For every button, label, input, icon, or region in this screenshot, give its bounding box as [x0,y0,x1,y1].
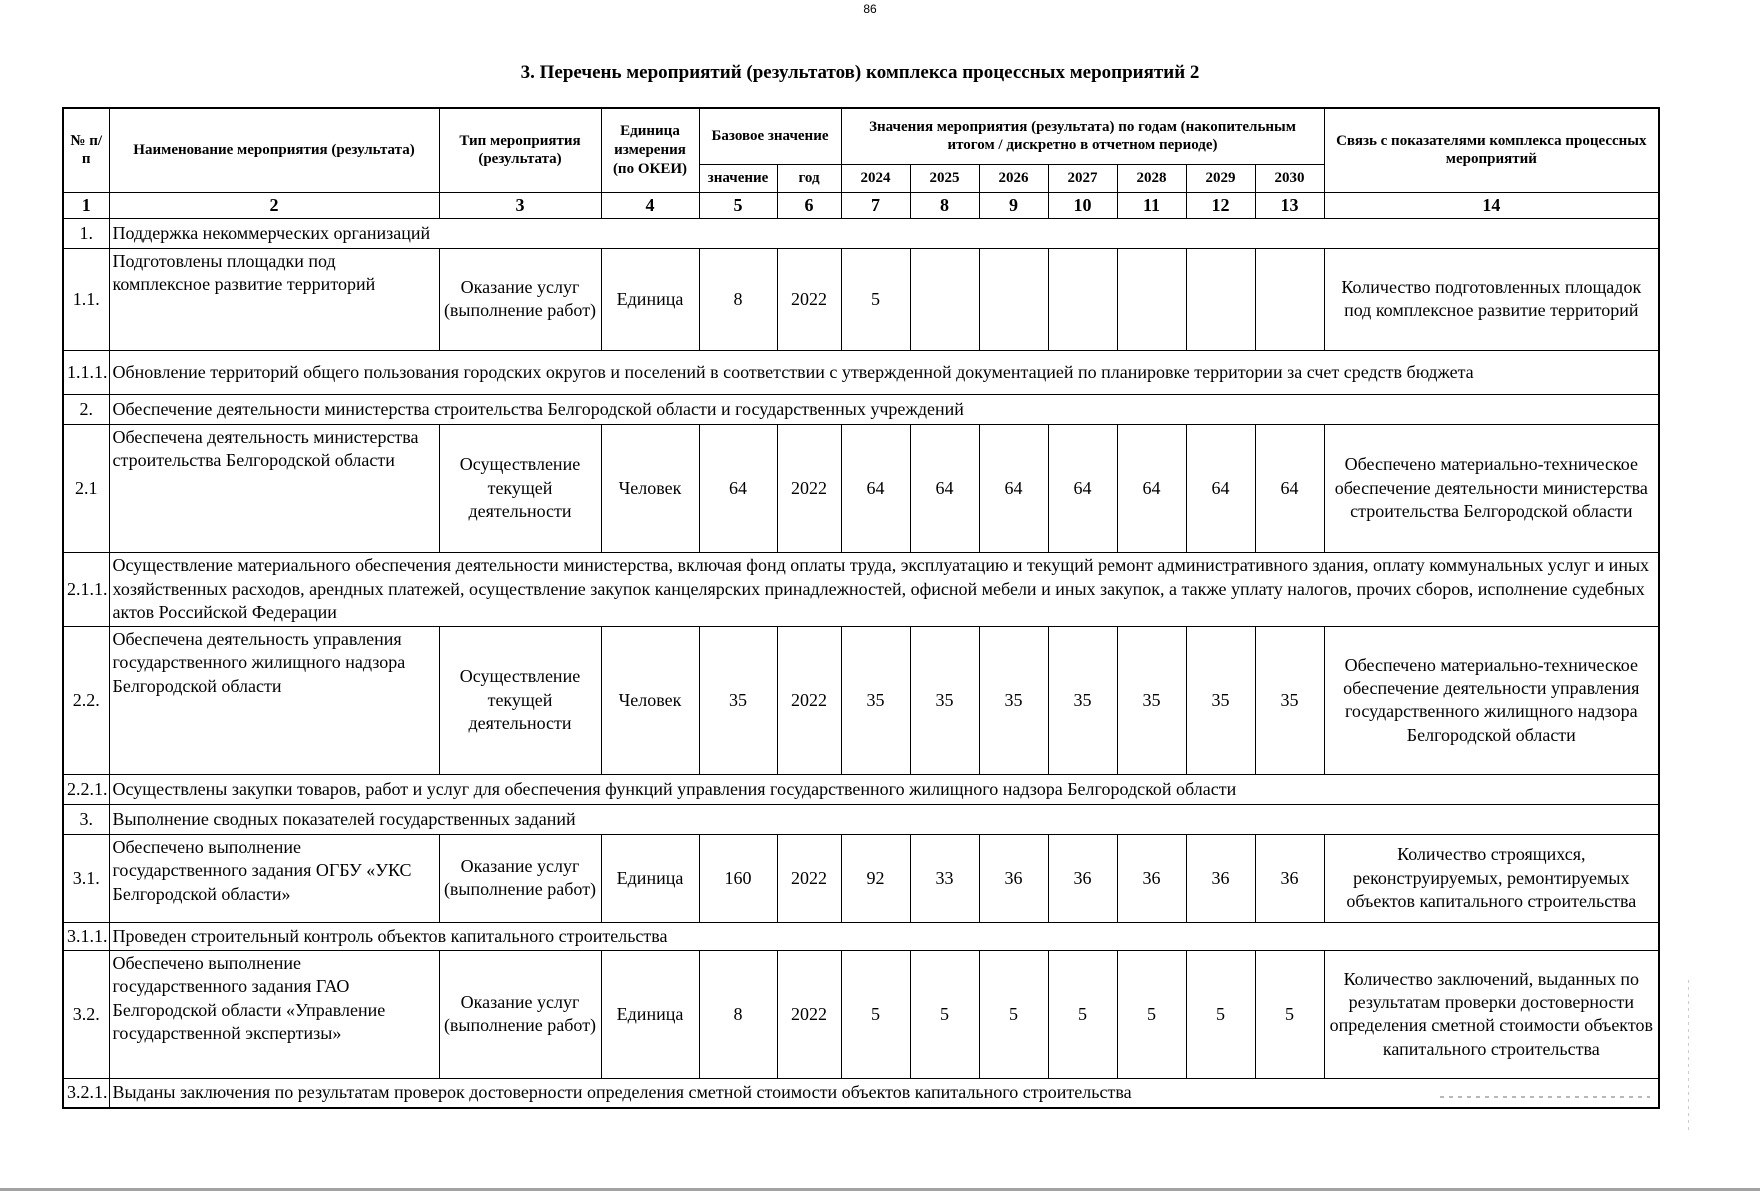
base-year: 2022 [777,424,841,552]
row-number: 3. [63,804,109,834]
scan-artifact [1440,1096,1650,1098]
column-number: 14 [1324,192,1659,218]
year-value: 5 [1255,950,1324,1078]
base-year: 2022 [777,834,841,922]
result-unit: Человек [601,424,699,552]
result-name: Подготовлены площадки под комплексное развитие территорий [109,248,439,350]
task-row [63,774,1659,804]
year-value [979,248,1048,350]
row-number: 1.1.1. [63,350,109,394]
scan-artifact [1688,980,1689,1130]
header-type: Тип мероприятия (результата) [439,108,601,192]
task-description: Выданы заключения по результатам проверок достоверности определения сметной стоимости объектов капитального строительства [109,1078,1659,1108]
task-description: Проведен строительный контроль объектов капитального строительства [109,922,1659,950]
year-value: 35 [1255,626,1324,774]
result-row [63,834,1659,922]
header-base-year: год [777,164,841,192]
year-value: 5 [1048,950,1117,1078]
result-name: Обеспечено выполнение государственного задания ОГБУ «УКС Белгородской области» [109,834,439,922]
base-year: 2022 [777,950,841,1078]
result-row [63,626,1659,774]
task-description: Осуществление материального обеспечения деятельности министерства, включая фонд оплаты труда, эксплуатацию и текущий ремонт административного здания, оплату коммунальных услуг и иных хозяйственных расходов, арендных платежей, осуществление закупок канцелярских принадлежностей, офисной мебели и иных закупок, а также уплату налогов, прочих сборов, исполнение судебных актов Российской Федерации [109,552,1659,626]
year-value: 64 [979,424,1048,552]
task-row [63,350,1659,394]
task-row [63,1078,1659,1108]
row-number: 3.1. [63,834,109,922]
row-number: 2.2.1. [63,774,109,804]
linked-indicator: Обеспечено материально-техническое обеспечение деятельности министерства строительства Белгородской области [1324,424,1659,552]
year-value: 64 [910,424,979,552]
row-number: 3.2. [63,950,109,1078]
column-number: 3 [439,192,601,218]
row-number: 3.1.1. [63,922,109,950]
year-value: 64 [841,424,910,552]
column-number: 6 [777,192,841,218]
row-number: 2.2. [63,626,109,774]
year-value: 5 [841,248,910,350]
header-year: 2024 [841,164,910,192]
year-value: 35 [1117,626,1186,774]
page-number: 86 [863,2,877,16]
header-year: 2025 [910,164,979,192]
year-value [1255,248,1324,350]
result-type: Оказание услуг (выполнение работ) [439,248,601,350]
year-value: 64 [1048,424,1117,552]
column-number-row [63,192,1659,218]
section-row [63,218,1659,248]
header-base: Базовое значение [699,108,841,164]
result-name: Обеспечена деятельность управления государственного жилищного надзора Белгородской области [109,626,439,774]
task-description: Обновление территорий общего пользования городских округов и поселений в соответствии с утвержденной документацией по планировке территории за счет средств бюджета [109,350,1659,394]
header-year: 2028 [1117,164,1186,192]
column-number: 5 [699,192,777,218]
year-value: 35 [841,626,910,774]
year-value: 36 [1117,834,1186,922]
result-type: Оказание услуг (выполнение работ) [439,834,601,922]
column-number: 1 [63,192,109,218]
year-value: 64 [1255,424,1324,552]
year-value: 5 [1117,950,1186,1078]
year-value: 36 [979,834,1048,922]
year-value: 5 [841,950,910,1078]
task-row [63,552,1659,626]
column-number: 10 [1048,192,1117,218]
section-title: Обеспечение деятельности министерства строительства Белгородской области и государственных учреждений [109,394,1659,424]
base-value: 8 [699,248,777,350]
task-row [63,922,1659,950]
base-value: 35 [699,626,777,774]
year-value [1117,248,1186,350]
page-title: 3. Перечень мероприятий (результатов) комплекса процессных мероприятий 2 [520,62,1200,83]
scan-edge-line [0,1188,1760,1191]
column-number: 12 [1186,192,1255,218]
year-value: 36 [1186,834,1255,922]
header-unit: Единица измерения (по ОКЕИ) [601,108,699,192]
year-value: 35 [1186,626,1255,774]
result-row [63,424,1659,552]
year-value: 36 [1255,834,1324,922]
column-number: 13 [1255,192,1324,218]
header-year: 2027 [1048,164,1117,192]
row-number: 2.1 [63,424,109,552]
section-row [63,804,1659,834]
year-value: 64 [1186,424,1255,552]
year-value: 36 [1048,834,1117,922]
result-row [63,248,1659,350]
activities-table [62,107,1660,1109]
result-unit: Единица [601,834,699,922]
base-value: 8 [699,950,777,1078]
result-type: Осуществление текущей деятельности [439,424,601,552]
result-row [63,950,1659,1078]
year-value [910,248,979,350]
row-number: 2.1.1. [63,552,109,626]
year-value: 35 [979,626,1048,774]
base-value: 64 [699,424,777,552]
column-number: 9 [979,192,1048,218]
linked-indicator: Количество строящихся, реконструируемых, ремонтируемых объектов капитального строительства [1324,834,1659,922]
column-number: 7 [841,192,910,218]
section-title: Выполнение сводных показателей государственных заданий [109,804,1659,834]
base-year: 2022 [777,626,841,774]
column-number: 8 [910,192,979,218]
linked-indicator: Количество подготовленных площадок под комплексное развитие территорий [1324,248,1659,350]
header-base-value: значение [699,164,777,192]
header-row-1 [63,108,1659,164]
header-num: № п/п [63,108,109,192]
header-year: 2029 [1186,164,1255,192]
year-value: 5 [910,950,979,1078]
header-link: Связь с показателями комплекса процессных мероприятий [1324,108,1659,192]
section-title: Поддержка некоммерческих организаций [109,218,1659,248]
year-value: 33 [910,834,979,922]
header-year: 2030 [1255,164,1324,192]
result-type: Осуществление текущей деятельности [439,626,601,774]
linked-indicator: Количество заключений, выданных по результатам проверки достоверности определения сметной стоимости объектов капитального строительства [1324,950,1659,1078]
year-value: 5 [1186,950,1255,1078]
year-value: 35 [1048,626,1117,774]
header-name: Наименование мероприятия (результата) [109,108,439,192]
result-unit: Единица [601,248,699,350]
header-year: 2026 [979,164,1048,192]
linked-indicator: Обеспечено материально-техническое обеспечение деятельности управления государственного жилищного надзора Белгородской области [1324,626,1659,774]
task-description: Осуществлены закупки товаров, работ и услуг для обеспечения функций управления государственного жилищного надзора Белгородской области [109,774,1659,804]
year-value [1186,248,1255,350]
year-value: 35 [910,626,979,774]
result-name: Обеспечено выполнение государственного задания ГАО Белгородской области «Управление государственной экспертизы» [109,950,439,1078]
base-year: 2022 [777,248,841,350]
row-number: 1. [63,218,109,248]
year-value: 5 [979,950,1048,1078]
result-unit: Человек [601,626,699,774]
header-years-title: Значения мероприятия (результата) по годам (накопительным итогом / дискретно в отчетном периоде) [841,108,1324,164]
column-number: 11 [1117,192,1186,218]
row-number: 2. [63,394,109,424]
result-type: Оказание услуг (выполнение работ) [439,950,601,1078]
section-row [63,394,1659,424]
result-name: Обеспечена деятельность министерства строительства Белгородской области [109,424,439,552]
row-number: 3.2.1. [63,1078,109,1108]
result-unit: Единица [601,950,699,1078]
column-number: 4 [601,192,699,218]
column-number: 2 [109,192,439,218]
base-value: 160 [699,834,777,922]
year-value [1048,248,1117,350]
row-number: 1.1. [63,248,109,350]
year-value: 92 [841,834,910,922]
year-value: 64 [1117,424,1186,552]
